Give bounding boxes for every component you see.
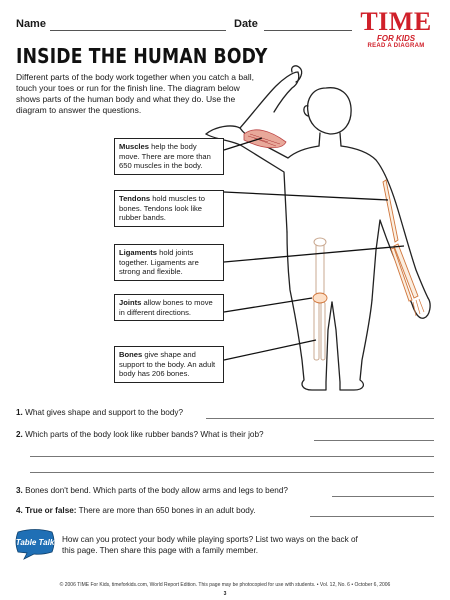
arm-muscle-drawing xyxy=(244,130,286,148)
right-shoulder-arm xyxy=(341,146,428,298)
label-term: Muscles xyxy=(119,142,149,151)
label-term: Joints xyxy=(119,298,142,307)
answer-line-3[interactable] xyxy=(332,496,434,497)
label-bones xyxy=(114,346,224,383)
neck-outline xyxy=(319,133,341,146)
footer-copyright: © 2006 TIME For Kids, timeforkids.com, World Report Edition. This page may be photocopied for use with students. • Vol. 12, No. 6 • October 6, 2006 xyxy=(59,582,391,588)
question-text: Which parts of the body look like rubber bands? What is their job? xyxy=(22,430,264,439)
tendons-connector xyxy=(224,192,388,200)
logo-read-text: READ A DIAGRAM xyxy=(367,43,425,49)
question-4 xyxy=(16,506,256,515)
knee-joint xyxy=(313,293,327,303)
answer-line-1[interactable] xyxy=(206,418,434,419)
label-desc: hold joints together. Ligaments are strong and flexible. xyxy=(119,248,199,277)
label-desc: hold muscles to bones. Tendons look like rubber bands. xyxy=(119,194,205,223)
label-desc: allow bones to move in different directions. xyxy=(119,298,213,317)
right-leg xyxy=(332,300,372,390)
question-2 xyxy=(16,430,264,439)
arm-bones-drawing xyxy=(383,180,418,301)
question-number: 4. xyxy=(16,506,23,515)
label-desc: help the body move. There are more than 650 muscles in the body. xyxy=(119,142,211,171)
table-talk-badge xyxy=(14,528,56,560)
label-term: Tendons xyxy=(119,194,151,203)
finger-bones xyxy=(413,299,424,316)
left-leg xyxy=(292,300,332,390)
answer-line-2c[interactable] xyxy=(30,472,434,473)
page-number: 3 xyxy=(223,591,227,597)
question-text: There are more than 650 bones in an adult body. xyxy=(76,506,256,515)
ligaments-connector xyxy=(224,246,404,262)
femur-bone xyxy=(316,240,324,296)
table-talk-text: How can you protect your body while playing sports? List two ways on the back of this page. Then share this page with a family member. xyxy=(62,535,358,555)
fibula-bone xyxy=(321,302,325,360)
label-term: Ligaments xyxy=(119,248,157,257)
question-number: 2. xyxy=(16,430,23,439)
answer-line-2b[interactable] xyxy=(30,456,434,457)
head-outline xyxy=(308,88,351,134)
question-3 xyxy=(16,486,288,495)
question-prefix: True or false: xyxy=(22,506,77,515)
answer-line-4[interactable] xyxy=(310,516,434,517)
question-1 xyxy=(16,408,183,417)
answer-line-2a[interactable] xyxy=(314,440,434,441)
label-muscles xyxy=(114,138,224,175)
hip-joint xyxy=(314,238,326,246)
label-desc: give shape and support to the body. An adult body has 206 bones. xyxy=(119,350,216,379)
label-ligaments xyxy=(114,244,224,281)
name-label: Name xyxy=(16,18,46,30)
date-label: Date xyxy=(234,18,258,30)
intro-paragraph: Different parts of the body work together when you catch a ball, touch your toes or run for the finish line. The diagram below shows parts of the human body and what they do. Use the diagram to answer the questions. xyxy=(16,72,254,115)
label-tendons xyxy=(114,190,224,227)
hand-bones xyxy=(413,299,424,316)
label-term: Bones xyxy=(119,350,143,359)
logo-for-kids-text: FOR KIDS xyxy=(376,34,416,43)
tibia-bone xyxy=(314,300,319,360)
page-title: INSIDE THE HUMAN BODY xyxy=(16,44,268,68)
question-number: 1. xyxy=(16,408,23,417)
left-fist xyxy=(292,66,302,82)
question-text: Bones don't bend. Which parts of the body allow arms and legs to bend? xyxy=(22,486,288,495)
logo-time-text: TIME xyxy=(360,7,432,36)
joints-connector xyxy=(224,298,312,312)
left-forearm xyxy=(240,72,299,128)
question-text: What gives shape and support to the body? xyxy=(22,408,184,417)
label-joints xyxy=(114,294,224,321)
table-talk-label: Table Talk xyxy=(15,538,55,547)
left-hip xyxy=(287,232,292,300)
question-number: 3. xyxy=(16,486,23,495)
